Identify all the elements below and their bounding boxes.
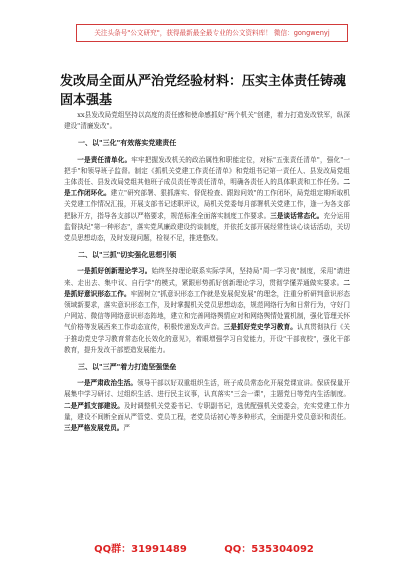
lead-phrase: 三是抓好党史学习教育。: [223, 323, 297, 332]
body-text: 建立"研究部署、狠抓落实、督促检查、跟踪问效"的工作闭环，局党组定期听取机关党建工作情况汇报，开展支部书记述职评议，局机关党委每月部署机关党建工作，逢一为各支部把脉开方，指导各支部以严格要求，规范标准全面落实制度工作要求。: [64, 189, 351, 220]
document-title: 发改局全面从严治党经验材料：压实主体责任铸魂固本强基: [60, 74, 347, 108]
body-text: 始终坚持理论联系实际学风，坚持局"周一学习夜"制度，采用"请进来、走出去、集中议、自行学"的模式，紧跟形势抓好创新理论学习，贯彻学懂弄通做实要求。: [64, 267, 350, 287]
body-text: 领导干部以好双重组织生活，班子成员常态化开展党课宣讲。保质保量开展集中学习研讨、过组织生活、进行民主议事，认真落实"三会一课"，主题党日等党内生活制度。: [64, 379, 351, 399]
section-heading-1: 一、以"三化"有效落实党建责任: [78, 139, 177, 148]
promo-banner: 关注头条号"公文研究"，获得最新最全最专业的公文资料库！ 微信：gongwenyj: [76, 24, 348, 42]
section-heading-3: 三、以"三严"着力打造坚强堡垒: [78, 363, 177, 372]
lead-phrase: 二是工作闭环化。: [64, 178, 350, 198]
body-text: 及时调整机关党委书记、专职副书记，选优配强机关党委会，充实党建工作力量，建设不间断全面从严管党、党员工程，老党员话初心等多种形式，全面提升党员意识和责任。: [64, 401, 351, 421]
intro-paragraph: xx县发改局党组坚持以高度的责任感和使命感抓好"两个机关"创建，着力打造发改铁军，纵深建设"清廉发改"。: [64, 111, 350, 131]
body-text: 严: [123, 424, 130, 433]
lead-phrase: 二是抓好意识形态工作。: [64, 278, 350, 298]
body-text: 充分运用监督执纪"第一种形态"，落实党风廉政建设约谈制度，并依托支部开展经常性谈心谈话活动，关切党员思想动态，及时发现问题，检视不足，推进整改。: [64, 211, 351, 243]
qq-number: QQ：535304092: [224, 544, 314, 555]
lead-phrase: 三是严格发展党员。: [64, 424, 124, 433]
qq-group: QQ群：31991489: [94, 544, 187, 555]
lead-phrase: 二是严抓支部建设。: [64, 401, 124, 410]
body-text: 牢牢把握发改机关的政治属性和职能定位，对标"五张责任清单"，强化"一把手"和领导班子监督。制定《抓机关党建工作责任清单》和党组书记第一责任人、县发改局党组主体责任、县发改局党组其他班子成员责任等责任清单，明确各责任人的具体职责和工作任务。: [64, 155, 350, 187]
section-heading-2: 二、以"三抓"切实强化思想引领: [78, 251, 177, 260]
lead-phrase: 一是抓好创新理论学习。: [77, 267, 152, 276]
lead-phrase: 三是谈话常态化。: [270, 211, 324, 220]
body-text: 牢固树立"抓意识形态工作就是发展促发展"的理念，注重分析研判意识形态领域新要求，落实意识形态工作，及时掌握机关党员思想动态，规范网络行为和日常行为，守好门户网站、微信等网络意识形态阵地，建立和完善网络舆情应对和网络舆情处置机制，强化管理关怀气价格等发展西来工作动态宣传，积极传递发改声音。: [64, 289, 350, 332]
document-body: [64, 110, 350, 434]
section-2-paragraph: [64, 266, 350, 356]
lead-phrase: 一是严肃政治生活。: [77, 379, 138, 388]
body-text: 认真贯彻执行《关于推动党史学习教育常态化长效化的意见》，着眼增强学习自觉能力，开设"干部夜校"，强化干部教育，提升发改干部塑造发展能力。: [64, 323, 351, 354]
contact-footer: [0, 540, 408, 555]
section-1-paragraph: [64, 155, 350, 245]
section-3-paragraph: [64, 378, 350, 434]
lead-phrase: 一是责任清单化。: [77, 155, 132, 164]
